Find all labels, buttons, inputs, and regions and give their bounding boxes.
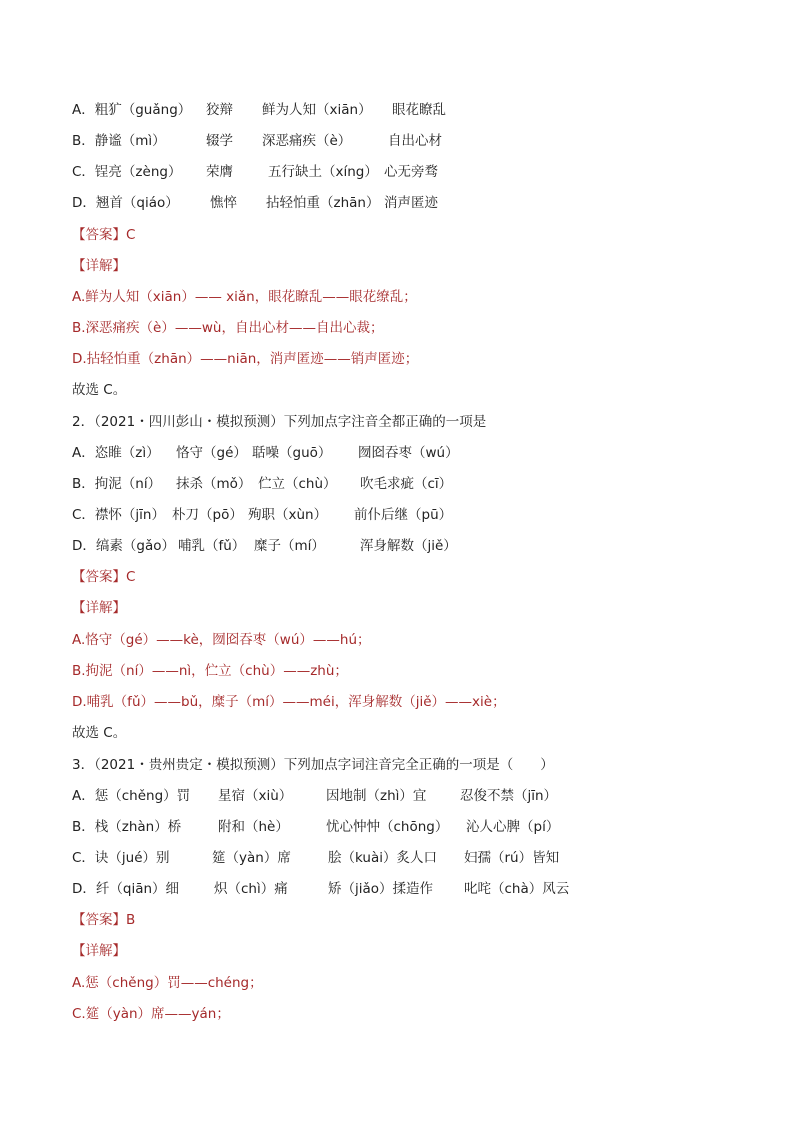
q2-detail-heading: 【详解】 [72,600,126,616]
q2-answer-tag: 【答案】 [72,569,126,585]
q3-b-label: B．栈（zhàn）桥 [72,819,182,835]
q1-detail-2: B.深恶痛疾（è）——wù，自出心材——自出心裁； [72,320,384,336]
q2-a-word3: 聒噪（guō） [252,445,332,461]
q2-d-word3: 糜子（mí） [254,538,325,554]
q3-d-word3: 矫（jiǎo）揉造作 [328,881,434,897]
q3-c-label: C．诀（jué）别 [72,850,170,866]
q2-c-label: C．襟怀（jīn） [72,507,165,523]
q1-b-label: B．静谧（mì） [72,133,166,149]
q3-b-word4: 沁人心脾（pí） [466,819,560,835]
q1-answer-tag: 【答案】 [72,227,126,243]
q2-c-word3: 殉职（xùn） [248,507,328,523]
q2-a-word2: 恪守（gé） [176,445,247,461]
q1-c-word2: 荣膺 [206,164,233,180]
q2-d-word2: 哺乳（fǔ） [178,538,246,554]
q2-a-word4: 囫囵吞枣（wú） [358,445,459,461]
q1-a-word4: 眼花瞭乱 [392,102,446,118]
q2-answer [72,567,135,587]
q3-detail-1: A.惩（chěng）罚——chéng； [72,975,263,991]
q2-conclusion: 故选 C。 [72,725,127,741]
q2-answer-value: C [126,569,136,585]
q3-d-word2: 炽（chì）痛 [214,881,288,897]
q2-c-word4: 前仆后继（pū） [354,507,453,523]
q3-d-label: D．纤（qiān）细 [72,881,180,897]
q1-b-word2: 辍学 [206,133,233,149]
q2-detail-1: A.恪守（gé）——kè，囫囵吞枣（wú）——hú； [72,632,371,648]
q1-d-word3: 拈轻怕重（zhān） [266,195,380,211]
q3-d-word4: 叱咤（chà）风云 [464,881,570,897]
q2-a-label: A．恣睢（zì） [72,445,160,461]
q1-c-word3: 五行缺土（xíng） [268,164,378,180]
q1-a-label: A．粗犷（guǎng） [72,102,192,118]
q3-answer [72,910,135,930]
q3-c-word4: 妇孺（rú）皆知 [464,850,560,866]
q3-a-word4: 忍俊不禁（jīn） [460,788,558,804]
q3-b-word2: 附和（hè） [218,819,289,835]
q1-d-word4: 消声匿迹 [384,195,438,211]
q1-c-label: C．锃亮（zèng） [72,164,182,180]
q1-b-word3: 深恶痛疾（è） [262,133,352,149]
q1-detail-1: A.鲜为人知（xiān）—— xiǎn，眼花瞭乱——眼花缭乱； [72,289,417,305]
q1-d-label: D．翘首（qiáo） [72,195,179,211]
q1-answer-value: C [126,227,136,243]
q2-b-word2: 抹杀（mǒ） [176,476,252,492]
q1-conclusion: 故选 C。 [72,382,127,398]
q3-c-word2: 筵（yàn）席 [212,850,291,866]
q3-detail-heading: 【详解】 [72,943,126,959]
q2-d-word4: 浑身解数（jiě） [360,538,457,554]
q3-a-word3: 因地制（zhì）宜 [326,788,427,804]
q1-detail-heading: 【详解】 [72,258,126,274]
q3-a-word2: 星宿（xiù） [218,788,293,804]
q3-answer-value: B [126,912,136,928]
q1-a-word3: 鲜为人知（xiān） [262,102,372,118]
q3-b-word3: 忧心忡忡（chōng） [326,819,449,835]
q1-answer [72,225,135,245]
q3-stem: 3．（2021・贵州贵定・模拟预测）下列加点字词注音完全正确的一项是（ ） [72,757,554,773]
q2-b-label: B．拘泥（ní） [72,476,162,492]
q2-d-label: D．缟素（gǎo） [72,538,175,554]
q3-answer-tag: 【答案】 [72,912,126,928]
q3-detail-2: C.筵（yàn）席——yán； [72,1006,230,1022]
q2-stem: 2．（2021・四川彭山・模拟预测）下列加点字注音全都正确的一项是 [72,414,487,430]
q1-detail-3: D.拈轻怕重（zhān）——niān，消声匿迹——销声匿迹； [72,351,419,367]
q1-b-word4: 自出心材 [388,133,442,149]
q2-detail-2: B.拘泥（ní）——nì，伫立（chù）——zhù； [72,663,348,679]
q3-c-word3: 脍（kuài）炙人口 [328,850,437,866]
q2-detail-3: D.哺乳（fǔ）——bǔ，糜子（mí）——méi，浑身解数（jiě）——xiè； [72,694,506,710]
q2-c-word2: 朴刀（pō） [172,507,243,523]
q2-b-word4: 吹毛求疵（cī） [360,476,453,492]
q1-d-word2: 憔悴 [210,195,237,211]
q3-a-label: A．惩（chěng）罚 [72,788,191,804]
q2-b-word3: 伫立（chù） [258,476,337,492]
q1-c-word4: 心无旁骛 [384,164,438,180]
q1-a-word2: 狡辩 [206,102,233,118]
